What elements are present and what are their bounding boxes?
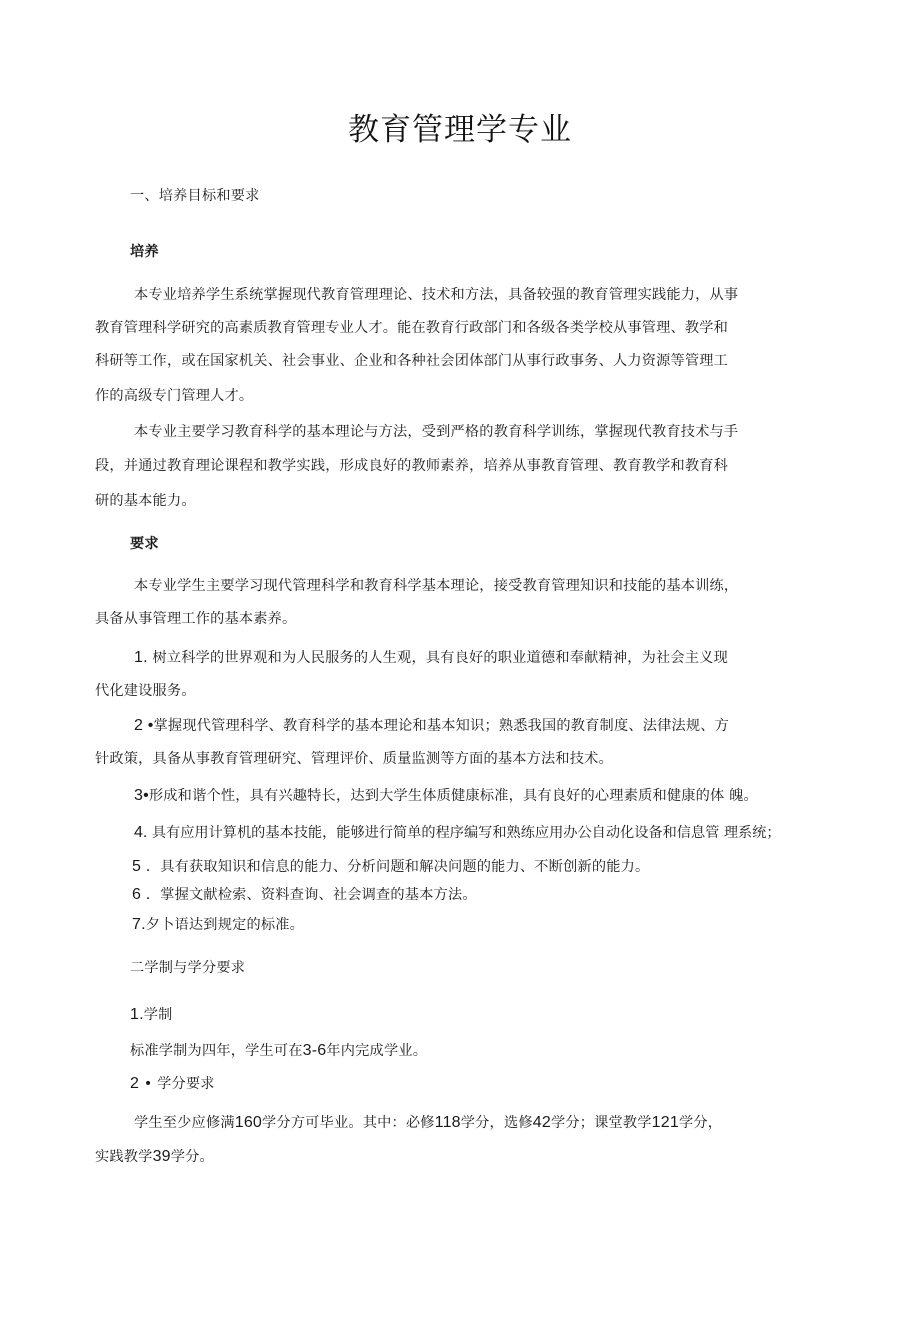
requirement-item-7 xyxy=(132,915,304,935)
goal-para1-line: 作的高级专门管理人才。 xyxy=(95,388,254,404)
subheading-requirements: 要求 xyxy=(130,536,159,552)
goal-para1-line: 教育管理科学研究的高素质教育管理专业人才。能在教育行政部门和各级各类学校从事管理、教学和 xyxy=(95,320,729,336)
item-number: 7. xyxy=(132,916,146,933)
requirement-item-2-cont: 针政策，具备从事教育管理研究、管理评价、质量监测等方面的基本方法和技术。 xyxy=(95,751,613,767)
goal-para2-line: 段，并通过教育理论课程和教学实践，形成良好的教师素养，培养从事教育管理、教育教学和教育科 xyxy=(95,458,729,474)
goal-para1-line: 本专业培养学生系统掌握现代教育管理理论、技术和方法，具备较强的教育管理实践能力，从事 xyxy=(134,287,739,303)
text-number: 42 xyxy=(532,1114,551,1131)
text-number: 121 xyxy=(651,1114,679,1131)
requirements-intro-line: 具备从事管理工作的基本素养。 xyxy=(95,611,297,627)
item-text: 形成和谐个性，具有兴趣特长，达到大学生体质健康标准，具有良好的心理素质和健康的体 魄。 xyxy=(148,788,758,804)
text-number: 118 xyxy=(434,1114,461,1131)
text-part: 学分；课堂教学 xyxy=(550,1115,652,1131)
item-number: 3• xyxy=(134,787,149,804)
requirement-item-4 xyxy=(134,823,781,843)
section-heading-credits: 二学制与学分要求 xyxy=(130,960,246,976)
requirements-intro-line: 本专业学生主要学习现代管理科学和教育科学基本理论，接受教育管理知识和技能的基本训练， xyxy=(134,578,739,594)
item-number: 4. xyxy=(134,824,148,841)
text-part: 学分，选修 xyxy=(460,1115,533,1131)
item-number: 2 xyxy=(130,1075,140,1092)
text-part: 学分。 xyxy=(170,1149,214,1165)
text-part: 标准学制为四年，学生可在 xyxy=(130,1043,303,1059)
text-number: 3-6 xyxy=(302,1042,327,1059)
requirement-item-2 xyxy=(134,716,729,736)
item-text: ．掌握文献检索、资料查询、社会调查的基本方法。 xyxy=(145,887,477,903)
text-part: 年内完成学业。 xyxy=(326,1043,428,1059)
subheading-label: 学制 xyxy=(143,1007,173,1023)
subheading-credits xyxy=(130,1074,215,1094)
item-text: 掌握现代管理科学、教育科学的基本理论和基本知识；熟悉我国的教育制度、法律法规、方 xyxy=(153,718,730,734)
item-text: 具有应用计算机的基本技能，能够进行简单的程序编写和熟练应用办公自动化设备和信息管 理系统； xyxy=(151,825,781,841)
subheading-goal: 培养 xyxy=(130,244,159,260)
text-part: 学分方可毕业。其中：必修 xyxy=(262,1115,435,1131)
text-part: 实践教学 xyxy=(95,1149,153,1165)
text-number: 160 xyxy=(234,1114,263,1131)
goal-para2-line: 研的基本能力。 xyxy=(95,493,196,509)
page-title: 教育管理学专业 xyxy=(348,112,572,148)
subheading-label: • 学分要求 xyxy=(143,1076,215,1092)
text-number: 39 xyxy=(152,1148,171,1165)
requirement-item-1-cont: 代化建设服务。 xyxy=(95,683,196,699)
subheading-system xyxy=(130,1005,173,1025)
item-number: 1. xyxy=(134,649,148,666)
credits-text-line xyxy=(134,1113,722,1133)
item-number: 1. xyxy=(130,1006,144,1023)
text-part: 学生至少应修满 xyxy=(134,1115,235,1131)
system-text xyxy=(130,1041,427,1061)
item-text: 夕卜语达到规定的标准。 xyxy=(145,917,305,933)
requirement-item-3 xyxy=(134,786,758,806)
requirement-item-5 xyxy=(132,857,649,877)
section-heading-goals: 一、培养目标和要求 xyxy=(130,188,260,204)
credits-text-line xyxy=(95,1147,214,1167)
requirement-item-6 xyxy=(132,885,477,905)
requirement-item-1 xyxy=(134,648,728,668)
item-number: 5 xyxy=(132,858,142,875)
goal-para2-line: 本专业主要学习教育科学的基本理论与方法，受到严格的教育科学训练，掌握现代教育技术与手 xyxy=(134,424,739,440)
item-number: 6 xyxy=(132,886,142,903)
goal-para1-line: 科研等工作，或在国家机关、社会事业、企业和各种社会团体部门从事行政事务、人力资源等管理工 xyxy=(95,353,729,369)
item-text: 树立科学的世界观和为人民服务的人生观，具有良好的职业道德和奉献精神，为社会主义现 xyxy=(152,650,728,666)
item-text: ．具有获取知识和信息的能力、分析问题和解决问题的能力、不断创新的能力。 xyxy=(145,859,650,875)
item-number: 2 • xyxy=(134,717,154,734)
text-part: 学分， xyxy=(678,1115,723,1131)
